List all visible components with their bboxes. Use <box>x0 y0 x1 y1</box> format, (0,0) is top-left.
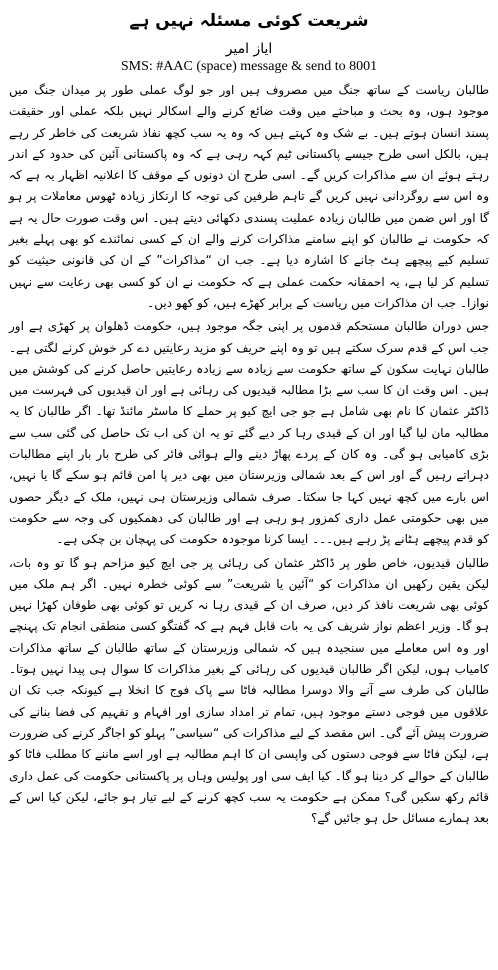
paragraph-1: طالبان ریاست کے ساتھ جنگ میں مصروف ہیں اور جو لوگ عملی طور پر میدان جنگ میں موجود ہوں، وہ بحث و مباحثے میں وقت ضائع کرنے والے اسکالر نہیں بلکہ عملی اور حقیقت پسند انسان ہوتے ہیں۔ بے شک وہ کہتے ہیں کہ وہ یہ سب کچھ نفاذ شریعت کی خاطر کر رہے ہیں، بالکل اسی طرح جیسے پاکستانی ٹیم کہہ رہی ہے کہ وہ پاکستانی آئین کی حدود کے اندر رہتے ہوئے ان سے مذاکرات کریں گے۔ اسی طرح ان دونوں کے موقف کا اعلانیہ اظہار یہ ہے کہ وہ اس سے روگردانی نہیں کریں گے تاہم طرفین کی توجہ کا ارتکاز زیادہ ٹھوس معاملات پر ہو گا اور اس ضمن میں طالبان زیادہ عملیت پسندی دکھائی دیتے ہیں۔ اس وقت صورت حال یہ ہے کہ حکومت نے طالبان کو اپنے سامنے مذاکرات کرنے والے ان کے کسی نمائندے کو بھی پہلے بغیر تسلیم کیے پیچھے ہٹ جانے کا اشارہ دیا ہے۔ جب ان “مذاکرات” کے ان کی قانونی حیثیت کو تسلیم کر لیا ہے، یہ احمقانہ حکمت عملی ہے کہ حکومت نے ان کو کسی بھی رعایت سے نہیں نوازا۔ جب ان مذاکرات میں ریاست کے برابر کھڑے ہیں، کو کھو دیں۔ <box>9 83 489 310</box>
paragraph-2: جس دوران طالبان مستحکم قدموں پر اپنی جگہ موجود ہیں، حکومت ڈھلوان پر کھڑی ہے اور جب اس کے قدم سرک سکتے ہیں تو وہ اپنے حریف کو مزید رعایتیں دے کر خوش کرنے لگتی ہے۔ طالبان نہایت سکون کے ساتھ حکومت سے زیادہ سے زیادہ رعایتیں حاصل کرنے کی کوشش میں ہیں۔ اس وقت ان کا سب سے بڑا مطالبہ قیدیوں کی رہائی ہے اور ان قیدیوں کی فہرست میں ڈاکٹر عثمان کا نام بھی شامل ہے جو جی ایچ کیو پر حملے کا ماسٹر مائنڈ تھا۔ اگر طالبان کا یہ مطالبہ مان لیا گیا اور ان کے قیدی رہا کر دیے گئے تو یہ ان کی اب تک حاصل کی گئی سب سے بڑی کامیابی ہو گی۔ وہ کان کے پردے پھاڑ دینے والے ہوائی فائر کی طرح بار بار اپنے مطالبات دہراتے رہیں گے اور اس کے بعد شمالی وزیرستان میں بھی دیر پا امن قائم ہو سکے گا یا نہیں، اس بارے میں کچھ نہیں کہا جا سکتا۔ صرف شمالی وزیرستان ہی نہیں، ملک کے دیگر حصوں میں بھی حکومتی عمل داری کمزور ہو رہی ہے اور طالبان کی دھمکیوں کی وجہ سے حکومت کو قدم پیچھے ہٹانے پڑ رہے ہیں۔۔۔ ایسا کرنا موجودہ حکومت کی پہچان بن چکی ہے۔ <box>9 319 489 547</box>
sms-instructions: SMS: #AAC (space) message & send to 8001 <box>120 59 378 74</box>
author-name: ایاز امیر <box>225 41 273 57</box>
paragraph-3: طالبان قیدیوں، خاص طور پر ڈاکٹر عثمان کی رہائی پر جی ایچ کیو مزاحم ہو گا تو وہ بات، لیکن یقین رکھیں ان مذاکرات کو “آئین یا شریعت” سے کوئی خطرہ نہیں۔ اگر ہم ملک میں کوئی بھی شریعت نافذ کر دیں، صرف ان کے قیدی رہا نہ کریں تو کوئی بھی طوفان کھڑا نہیں ہو گا۔ وزیر اعظم نواز شریف کی یہ بات قابل فہم ہے کہ گفتگو کسی منطقی انجام تک پہنچے اور وہ اس معاملے میں سنجیدہ ہیں کہ شمالی وزیرستان کے ساتھ طالبان کے ساتھ مذاکرات کامیاب ہوں، لیکن اگر طالبان قیدیوں کی رہائی کے بغیر مذاکرات کا سوال ہی پیدا نہیں ہوتا۔ طالبان کی طرف سے آنے والا دوسرا مطالبہ فاٹا سے پاک فوج کا انخلا ہے کیونکہ جب تک ان علاقوں میں فوجی دستے موجود ہیں، تمام تر امداد سازی اور افہام و تفہیم کی فضا بنانے کی ضرورت پیش آئے گی۔ اس مقصد کے لیے مذاکرات کی “سیاسی” پہلو کو اجاگر کرنے کی ضرورت ہے، لیکن فاٹا سے فوجی دستوں کی واپسی ان کا اہم مطالبہ ہے اور اسے ماننے کا مطلب فاٹا کو طالبان کے حوالے کر دینا ہو گا۔ کیا ایف سی اور پولیس وہاں پر پاکستانی حکومت کی عمل داری قائم رکھ سکیں گی؟ ممکن ہے حکومت یہ سب کچھ کرنے کے لیے تیار ہو جائے، لیکن کیا اس کے بعد ہمارے مسائل حل ہو جائیں گے؟ <box>9 555 489 826</box>
headline: شریعت کوئی مسئلہ نہیں ہے <box>129 11 369 31</box>
